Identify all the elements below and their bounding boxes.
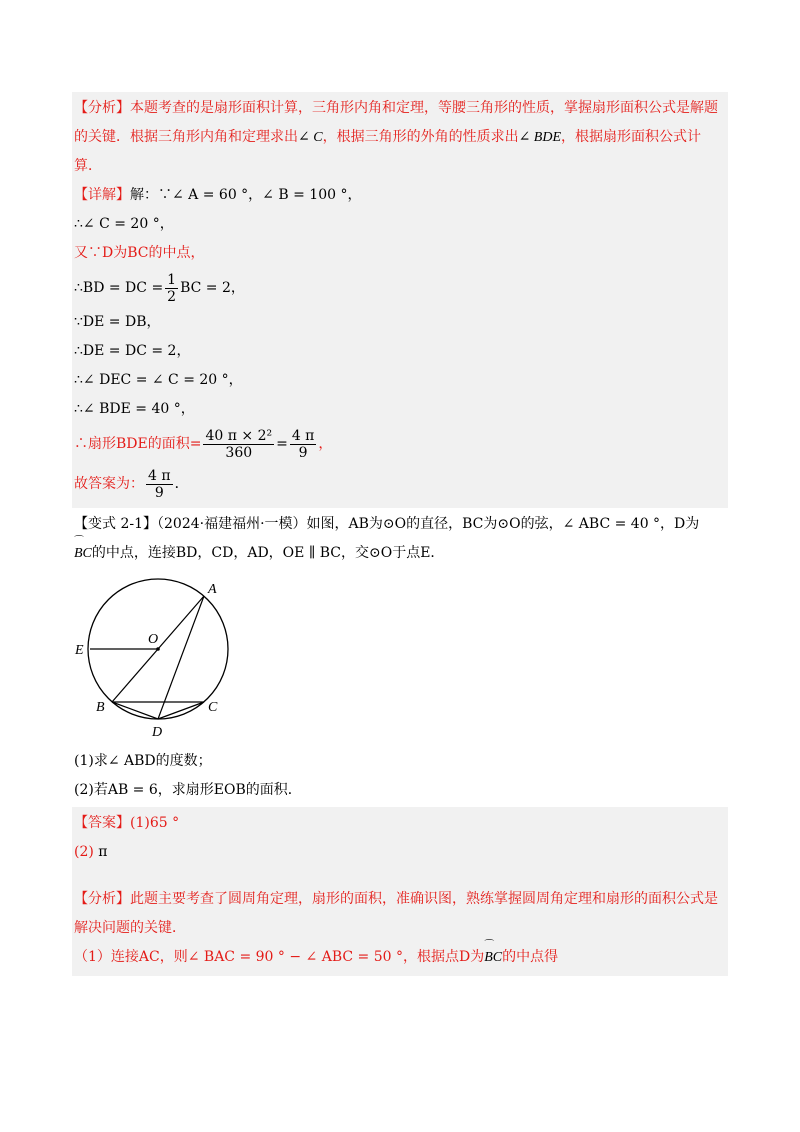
variant-source: （2024·福建福州·一模） (157, 516, 307, 532)
analysis-text: （1）连接AC，则∠ BAC = 90 ° − ∠ ABC = 50 °，根据点D为 (74, 949, 485, 965)
answer-tag: 【答案】 (74, 815, 130, 831)
variant-text: 的中点，连接BD，CD，AD，OE ∥ BC，交⊙O于点E． (91, 545, 445, 561)
detail-line-7: ∴∠ DEC = ∠ C = 20 °， (74, 372, 243, 388)
variant-text: 如图，AB为⊙O的直径，BC为⊙O的弦，∠ ABC = 40 °，D为 (306, 516, 700, 532)
analysis-text: 的中点得 (502, 949, 559, 965)
analysis-tag: 【分析】 (74, 891, 130, 907)
label-b: B (96, 700, 105, 715)
question-2: (2)若AB = 6，求扇形EOB的面积． (74, 782, 302, 798)
fraction-half: $\frac{1}{2}$ (167, 271, 177, 305)
detail-line-2: ∴∠ C = 20 °， (74, 216, 174, 232)
analysis2-line-2: 解决问题的关键． (74, 920, 186, 936)
analysis-text: 此题主要考查了圆周角定理，扇形的面积，准确识图，熟练掌握圆周角定理和扇形的面积公式是 (130, 891, 718, 907)
center-point (156, 647, 160, 651)
label-e: E (75, 643, 84, 658)
variant-tag: 【变式 2-1】 (74, 516, 157, 532)
math-angle-c: ∠ C (298, 130, 323, 145)
fraction-result: $\frac{4 \pi}{9}$ (291, 427, 315, 461)
variant-problem (72, 508, 728, 807)
answer-block (72, 807, 728, 976)
detail-line-5: ∵DE = DB， (74, 314, 161, 330)
detail-line-4 (74, 268, 726, 308)
circle-figure (74, 574, 254, 739)
answer-line-2 (74, 838, 726, 867)
answer-1: (1)65 ° (130, 815, 180, 831)
detail-line-3: 又∵D为BC的中点， (74, 245, 205, 261)
answer-2: π (93, 844, 108, 860)
punctuation: ， (318, 436, 333, 452)
detail-line-1 (74, 181, 726, 210)
label-a: A (208, 582, 217, 597)
punctuation: ． (174, 476, 189, 492)
analysis-line-1 (74, 94, 726, 123)
analysis-text: 的关键．根据三角形内角和定理求出 (74, 129, 298, 145)
detail-text: 故答案为： (74, 476, 144, 492)
segment-ad (158, 596, 204, 719)
answer-2-label: (2) (74, 844, 94, 860)
analysis-tag: 【分析】 (74, 100, 130, 116)
detail-line-9 (74, 424, 726, 464)
analysis-line-2 (74, 123, 726, 152)
variant-line-2 (74, 539, 726, 568)
answer-line-1 (74, 809, 726, 838)
label-d: D (152, 725, 163, 739)
detail-text: ∴BD = DC = (74, 280, 164, 296)
fraction-answer: $\frac{4 \pi}{9}$ (148, 467, 171, 501)
analysis-line-3: 算． (74, 158, 102, 174)
analysis-text: 本题考查的是扇形面积计算，三角形内角和定理，等腰三角形的性质，掌握扇形面积公式是解题 (130, 100, 718, 116)
detail-text: ∴扇形BDE的面积= (74, 436, 202, 452)
analysis2-line-1 (74, 885, 726, 914)
arc-bc: ⌒ BC (484, 943, 502, 972)
detail-text: 解：∵∠ A = 60 °，∠ B = 100 °， (130, 187, 362, 203)
detail-line-10 (74, 464, 726, 504)
segment-cd (158, 702, 204, 719)
math-angle-bde: ∠ BDE (518, 130, 562, 145)
spacer (74, 867, 726, 885)
label-c: C (208, 700, 218, 715)
detail-line-6: ∴DE = DC = 2， (74, 343, 191, 359)
detail-text: BC = 2， (180, 280, 245, 296)
question-1: (1)求∠ ABD的度数； (74, 753, 212, 769)
detail-tag: 【详解】 (74, 187, 130, 203)
detail-line-8: ∴∠ BDE = 40 °， (74, 401, 195, 417)
analysis-text: ，根据三角形的外角的性质求出 (322, 129, 519, 145)
arc-bc: ⌒ BC (74, 539, 92, 568)
geometry-diagram (74, 574, 726, 743)
equals-sign: = (276, 436, 288, 452)
segment-bd (112, 702, 158, 719)
fraction-area: $\frac{\text{40 π × 2²}}{360}$ (205, 427, 273, 461)
label-o: O (148, 632, 159, 647)
document-page (72, 92, 728, 976)
analysis-block-1 (72, 92, 728, 508)
analysis-text: ，根据扇形面积公式计 (561, 129, 702, 145)
variant-line-1 (74, 510, 726, 539)
analysis2-line-3 (74, 943, 726, 972)
